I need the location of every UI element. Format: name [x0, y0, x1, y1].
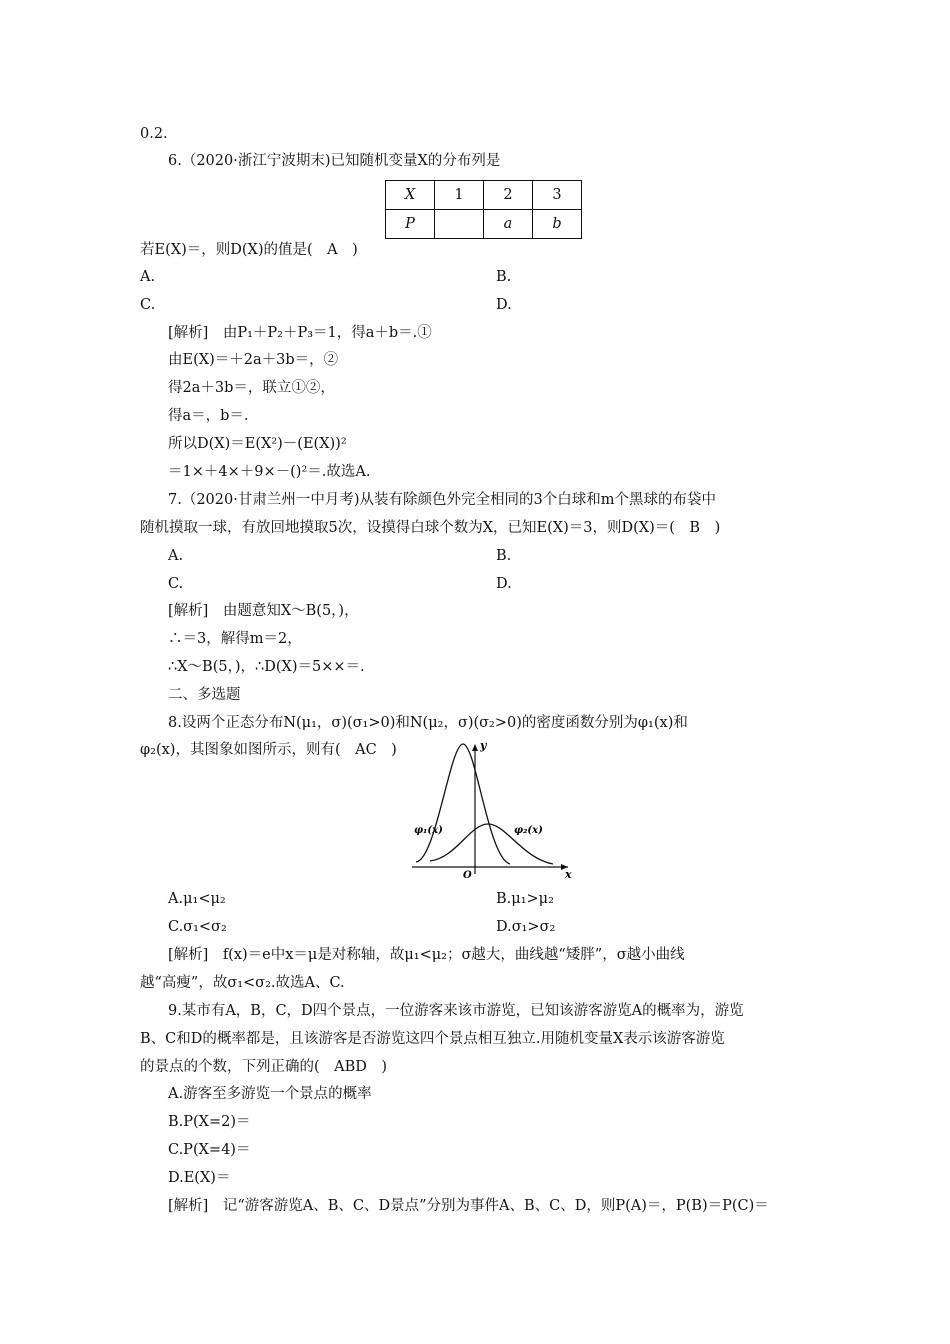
distribution-table [385, 180, 582, 239]
option-b: B. [496, 548, 512, 564]
table-cell: X [386, 181, 435, 210]
table-cell: 3 [533, 181, 582, 210]
curve-phi2-label: φ₂(x) [514, 825, 543, 836]
solution-line: 越“高瘦”，故σ₁<σ₂.故选A、C. [140, 975, 345, 991]
option-c: C.P(X=4)＝ [168, 1142, 251, 1158]
table-cell: P [386, 210, 435, 239]
question-7-stem: 随机摸取一球，有放回地摸取5次，设摸得白球个数为X，已知E(X)＝3，则D(X)＝( B ) [140, 520, 721, 536]
normal-density-figure [408, 740, 573, 878]
question-7-stem: 7.（2020·甘肃兰州一中月考)从装有除颜色外完全相同的3个白球和m个黑球的布袋中 [168, 492, 716, 508]
option-a: A. [168, 548, 184, 564]
solution-line: ＝1×＋4×＋9×－()²＝.故选A. [168, 464, 371, 480]
table-cell: a [484, 210, 533, 239]
solution-line: 得2a＋3b＝，联立①②， [168, 380, 335, 396]
option-d: D.E(X)＝ [168, 1170, 231, 1186]
option-c: C.σ₁<σ₂ [168, 919, 227, 935]
question-9-stem: B、C和D的概率都是，且该游客是否游览这四个景点相互独立.用随机变量X表示该游客游览 [140, 1031, 725, 1047]
question-8-stem: φ₂(x)，其图象如图所示，则有( AC ) [140, 742, 397, 758]
x-axis-label: x [565, 868, 572, 878]
solution-line: [解析] f(x)＝e中x＝μ是对称轴，故μ₁<μ₂；σ越大，曲线越“矮胖”，σ越小曲线 [168, 947, 685, 963]
option-a: A. [140, 269, 156, 285]
option-c: C. [168, 576, 184, 592]
option-b: B.P(X=2)＝ [168, 1114, 251, 1130]
solution-line: ∴＝3，解得m＝2， [168, 631, 302, 647]
solution-line: [解析] 记“游客游览A、B、C、D景点”分别为事件A、B、C、D，则P(A)＝，P(B)＝P(C)＝ [168, 1198, 769, 1214]
table-cell [435, 210, 484, 239]
y-axis-arrow [472, 744, 478, 751]
option-b: B.μ₁>μ₂ [496, 891, 554, 907]
option-d: D. [496, 297, 512, 313]
table-cell: 2 [484, 181, 533, 210]
curve-phi1 [416, 744, 510, 864]
solution-line: [解析] 由题意知X～B(5，)， [168, 603, 359, 619]
table-cell: 1 [435, 181, 484, 210]
question-8-stem: 8.设两个正态分布N(μ₁，σ)(σ₁>0)和N(μ₂，σ)(σ₂>0)的密度函数分别为φ₁(x)和 [168, 715, 688, 731]
text-line: 0.2. [140, 126, 168, 142]
table-cell: b [533, 210, 582, 239]
solution-line: 所以D(X)＝E(X²)－(E(X))² [168, 436, 347, 452]
question-9-stem: 9.某市有A，B，C，D四个景点，一位游客来该市游览，已知该游客游览A的概率为，游览 [168, 1003, 744, 1019]
solution-line: [解析] 由P₁＋P₂＋P₃＝1，得a＋b＝.① [168, 325, 432, 341]
option-b: B. [496, 269, 512, 285]
y-axis-label: y [480, 740, 487, 752]
solution-line: ∴X～B(5，)，∴D(X)＝5××＝. [168, 659, 365, 675]
question-9-stem: 的景点的个数，下列正确的( ABD ) [140, 1059, 388, 1075]
solution-line: 得a＝，b＝. [168, 408, 249, 424]
option-d: D. [496, 576, 512, 592]
option-d: D.σ₁>σ₂ [496, 919, 556, 935]
solution-line: 由E(X)＝＋2a＋3b＝，② [168, 352, 339, 368]
question-6-stem: 6.（2020·浙江宁波期末)已知随机变量X的分布列是 [168, 153, 501, 169]
curve-phi1-label: φ₁(x) [414, 825, 443, 836]
option-a: A.μ₁<μ₂ [168, 891, 226, 907]
question-6-ask: 若E(X)＝，则D(X)的值是( A ) [140, 242, 358, 258]
option-a: A.游客至多游览一个景点的概率 [168, 1086, 372, 1102]
origin-label: O [463, 870, 472, 878]
section-heading: 二、多选题 [168, 687, 241, 703]
option-c: C. [140, 297, 156, 313]
